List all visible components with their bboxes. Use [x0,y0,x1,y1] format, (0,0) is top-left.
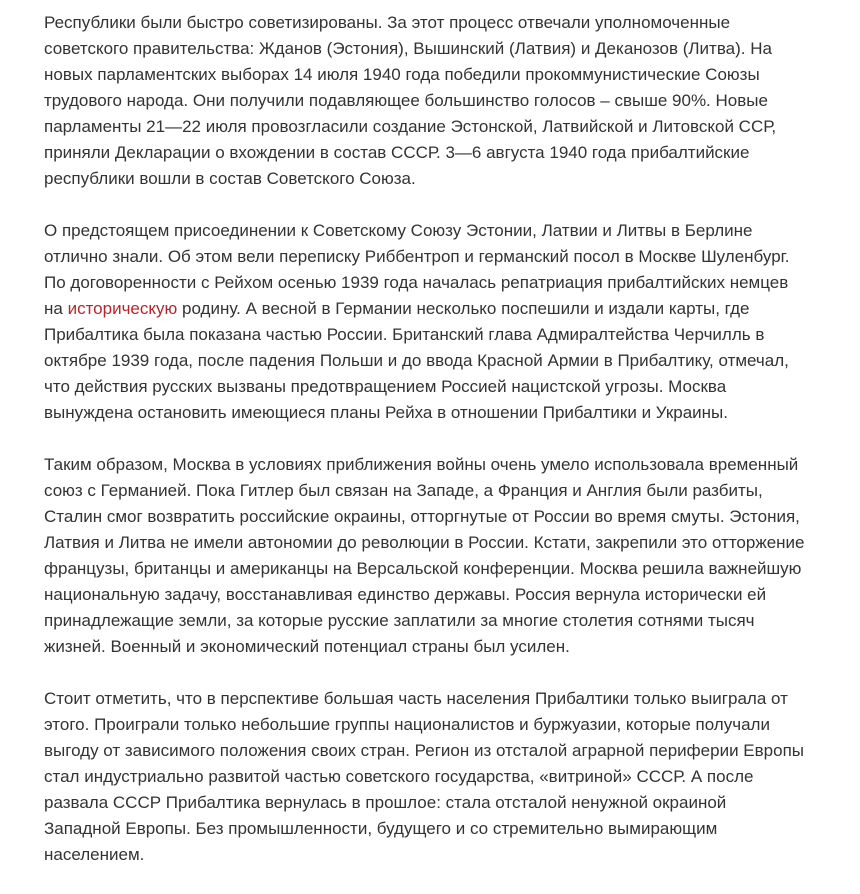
text-line: По договоренности с Рейхом осенью 1939 года началась репатриация прибалтийских немцев [44,273,789,292]
text-line: парламенты 21—22 июля провозгласили создание Эстонской, Латвийской и Литовской ССР, [44,117,777,136]
text-line: Прибалтика была показана частью России. Британский глава Адмиралтейства Черчилль в [44,325,765,344]
historical-link[interactable]: историческую [67,299,178,318]
text-line: развала СССР Прибалтика вернулась в прошлое: стала отсталой ненужной окраиной [44,793,727,812]
text-line: союз с Германией. Пока Гитлер был связан на Западе, а Франция и Англия были разбиты, [44,481,763,500]
paragraph-perspective [44,686,856,868]
text-line: французы, британцы и американцы на Версальской конференции. Москва решила важнейшую [44,559,802,578]
text-line: Республики были быстро советизированы. За этот процесс отвечали уполномоченные [44,13,731,32]
text-line: трудового народа. Они получили подавляющее большинство голосов – свыше 90%. Новые [44,91,768,110]
text-line: выгоду от зависимого положения своих стран. Регион из отсталой аграрной периферии Европы [44,741,804,760]
text-line: Западной Европы. Без промышленности, будущего и со стремительно вымирающим [44,819,718,838]
text-line: Таким образом, Москва в условиях приближения войны очень умело использовала временный [44,455,799,474]
text-line: республики вошли в состав Советского Союза. [44,169,416,188]
text-line: Сталин смог возвратить российские окраины, отторгнутые от России во время смуты. Эстония, [44,507,800,526]
text-line: новых парламентских выборах 14 июля 1940 года победили прокоммунистические Союзы [44,65,760,84]
text-line-with-link [44,296,856,322]
text-line: принадлежащие земли, за которые русские заплатили за многие столетия сотнями тысяч [44,611,755,630]
text-line: Латвия и Литва не имели автономии до революции в России. Кстати, закрепили это отторжение [44,533,805,552]
text-line: населением. [44,845,145,864]
text-line: приняли Декларации о вхождении в состав СССР. 3—6 августа 1940 года прибалтийские [44,143,750,162]
link-suffix: родину. А весной в Германии несколько поспешили и издали карты, где [177,299,750,318]
text-line: отлично знали. Об этом вели переписку Риббентроп и германский посол в Москве Шуленбург. [44,247,790,266]
paragraph-berlin [44,218,856,426]
text-line: что действия русских вызваны предотвращением Россией нацистской угрозы. Москва [44,377,727,396]
text-line: О предстоящем присоединении к Советскому Союзу Эстонии, Латвии и Литвы в Берлине [44,221,753,240]
text-line: Стоит отметить, что в перспективе большая часть населения Прибалтики только выиграла от [44,689,788,708]
paragraph-sovietization [44,10,856,192]
text-line: стал индустриально развитой частью советского государства, «витриной» СССР. А после [44,767,754,786]
text-line: жизней. Военный и экономический потенциал страны был усилен. [44,637,570,656]
text-line: этого. Проиграли только небольшие группы националистов и буржуазии, которые получали [44,715,770,734]
paragraph-moscow-strategy [44,452,856,660]
text-line: вынуждена остановить имеющиеся планы Рейха в отношении Прибалтики и Украины. [44,403,728,422]
link-prefix: на [44,299,68,318]
text-line: советского правительства: Жданов (Эстония), Вышинский (Латвия) и Деканозов (Литва). На [44,39,772,58]
text-line: октябре 1939 года, после падения Польши и до ввода Красной Армии в Прибалтику, отмечал, [44,351,789,370]
article-body [44,10,856,894]
text-line: национальную задачу, восстанавливая единство державы. Россия вернула исторически ей [44,585,767,604]
